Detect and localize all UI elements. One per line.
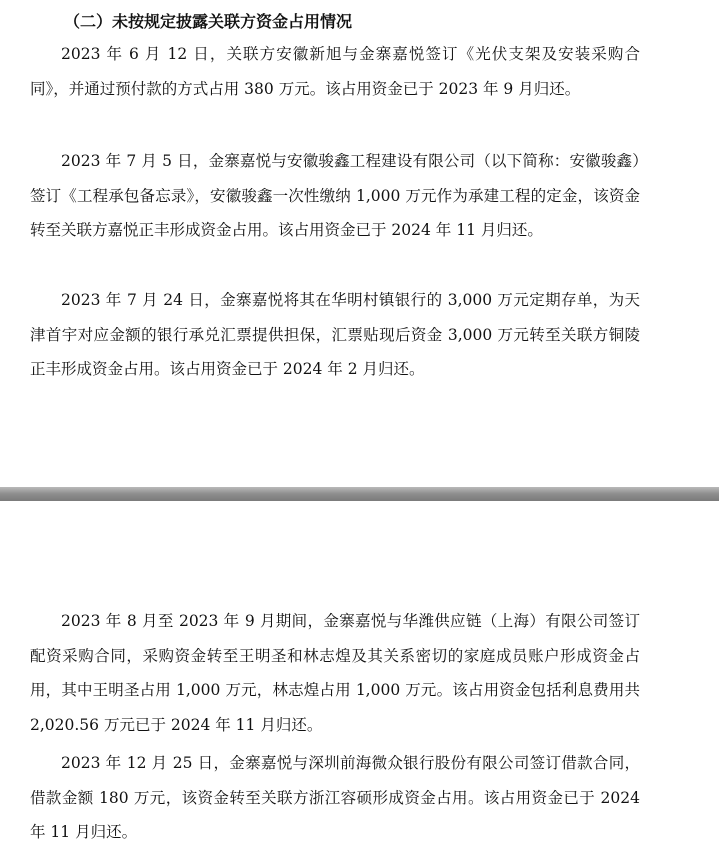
- paragraph-anhui-junxin: 2023 年 7 月 5 日，金寨嘉悦与安徽骏鑫工程建设有限公司（以下简称：安徽骏鑫）签订《工程承包备忘录》，安徽骏鑫一次性缴纳 1,000 万元作为承建工程的定金，该资金转至关联方嘉悦正丰形成资金占用。该占用资金已于 2024 年 11 月归还。: [30, 152, 640, 239]
- paragraph-huaming-bank: 2023 年 7 月 24 日，金寨嘉悦将其在华明村镇银行的 3,000 万元定期存单，为天津首宇对应金额的银行承兑汇票提供担保，汇票贴现后资金 3,000 万元转至关联方铜陵正丰形成资金占用。该占用资金已于 2024 年 2 月归还。: [30, 291, 640, 378]
- document-page-2: [0, 501, 719, 851]
- paragraph-webank-loan: 2023 年 12 月 25 日，金寨嘉悦与深圳前海微众银行股份有限公司签订借款合同，借款金额 180 万元，该资金转至关联方浙江容硕形成资金占用。该占用资金已于 2024 年 11 月归还。: [30, 754, 640, 841]
- page-separator: [0, 487, 719, 501]
- paragraph-anhui-xinxu: 2023 年 6 月 12 日，关联方安徽新旭与金寨嘉悦签订《光伏支架及安装采购合同》，并通过预付款的方式占用 380 万元。该占用资金已于 2023 年 9 月归还。: [30, 45, 640, 98]
- section-heading: （二）未按规定披露关联方资金占用情况: [64, 12, 353, 31]
- paragraph-huawei-supply-chain: 2023 年 8 月至 2023 年 9 月期间，金寨嘉悦与华潍供应链（上海）有限公司签订配资采购合同，采购资金转至王明圣和林志煌及其关系密切的家庭成员账户形成资金占用，其中王明圣占用 1,000 万元，林志煌占用 1,000 万元。该占用资金包括利息费用共 2,020.56 万元已于 2024 年 11 月归还。: [30, 612, 640, 734]
